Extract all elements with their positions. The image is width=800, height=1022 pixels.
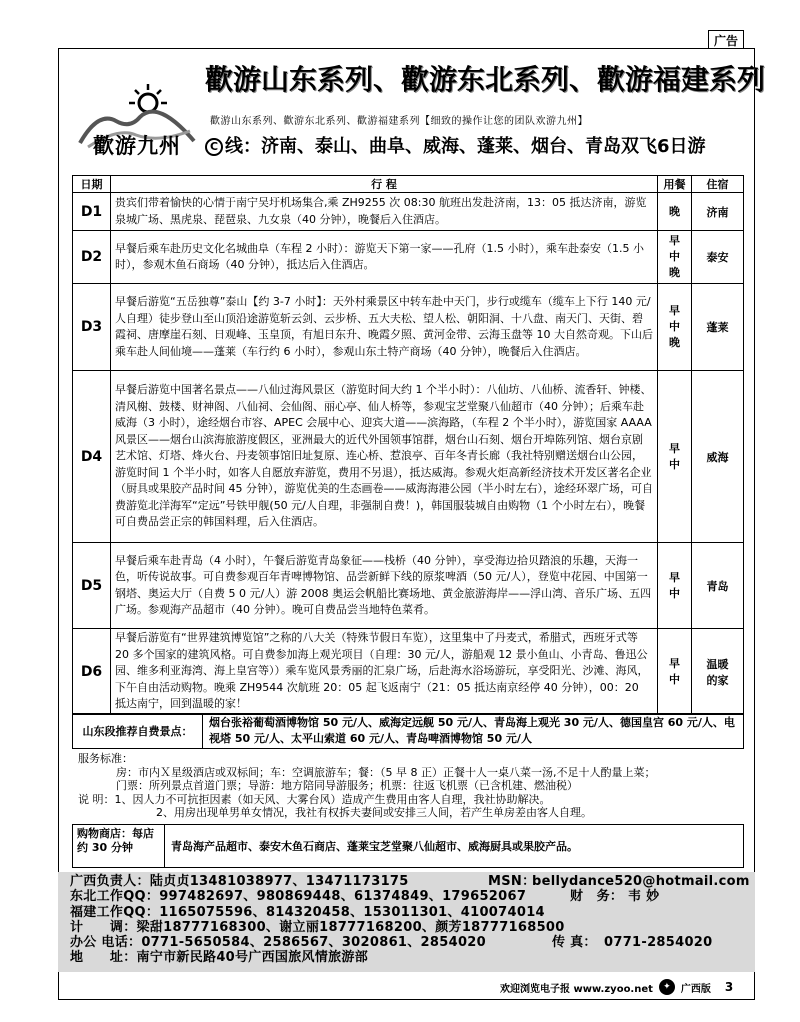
itinerary-cell: 早餐后游览有“世界建筑博览馆”之称的八大关（特殊节假日车览），这里集中了丹麦式，希腊式，西班牙式等 20 多个国家的建筑风格。可自费参加海上观光项目（自理：30 元/人，游船观 12 景小鱼山、小青岛、鲁迅公园、维多利亚海湾、海上皇宫等））乘车览风景秀丽的汇泉广场，后赴海水浴场游玩，享受阳光、沙滩、海风，下午自由活动购物。晚乘 ZH9544 次航班 20：05 起飞返南宁（21：05 抵达南京经停 40 分钟），00：20 抵达南宁，回到温暖的家！ [111,629,658,715]
page-subtitle: 歡游山东系列、歡游东北系列、歡游福建系列【细致的操作让您的团队欢游九州】 [210,116,588,127]
planner-label: 计 调： [70,919,137,935]
msn-label: MSN： [488,874,536,889]
service-line-4: 2、用房出现单男单女情况，我社有权拆夫妻间或安排三人间，若产生单房差由客人自理。 [156,806,592,819]
finance-label: 财 务： [570,889,624,905]
day-cell: D6 [73,629,111,715]
table-row [73,543,744,629]
header-meals: 用餐 [658,176,692,193]
meals-cell: 早 中 [658,629,692,715]
hotel-cell: 蓬莱 [692,284,744,371]
service-standards [72,752,744,822]
contact-row-planner [70,920,743,935]
newspaper-mark-icon: ✦ [659,979,675,995]
day-cell: D5 [73,543,111,629]
northeast-qq-value: 997482697、980869448、61374849、179652067 [159,889,527,905]
itinerary-cell: 贵宾们带着愉快的心情于南宁吴圩机场集合,乘 ZH9255 次 08:30 航班出发赴济南，13：05 抵达济南，游览泉城广场、黑虎泉、琵琶泉、九女泉（40 分钟），晚餐后入住酒店。 [111,193,658,231]
table-row [73,193,744,231]
table-row [73,284,744,371]
contact-row-phone [70,935,743,950]
hotel-cell: 威海 [692,371,744,543]
hotel-cell: 济南 [692,193,744,231]
phone-value: 0771-5650584、2586567、3020861、2854020 [141,935,486,951]
shopping-label: 购物商店：每店约 30 分钟 [73,825,165,867]
address-label: 地 址： [70,950,137,966]
fujian-qq-label: 福建工作QQ： [70,904,160,920]
itinerary-cell: 早餐后游览中国著名景点——八仙过海风景区（游览时间大约 1 个半小时）：八仙坊、八仙桥、流香轩、钟楼、清风榭、鼓楼、财神阁、八仙祠、会仙阁、丽心亭、仙人桥等，参观宝芝堂聚八仙超市（40 分钟）；后乘车赴威海（3 小时），途经烟台市容、APEC 会展中心、迎宾大道——滨海路，（车程 2 个半小时），游览国家 AAAA 风景区——烟台山滨海旅游度假区，亚洲最大的近代外国领事馆群，烟台山石刻、烟台开埠陈列馆、烟台京剧艺术馆、灯塔、烽火台、丹麦领事馆旧址复原、连心桥、惹浪亭、百年冬青长廊（我社特别赠送烟台山公园，游览时间 1 个半小时，如客人自愿放弃游览，费用不另退），抵达威海。参观火炬高新经济技术开发区著名企业（厨具或果胶产品时间 45 分钟），游览优美的生态画卷——威海海港公园（半小时左右），途经环翠广场，可自费游览北洋海军“定远”号铁甲舰(50 元/人自理，非强制自费！)，韩国服装城自由购物（1 个小时左右），晚餐可自费品尝正宗的韩国料理，后入住酒店。 [111,371,658,543]
table-header-row [73,176,744,193]
itinerary-cell: 早餐后乘车赴历史文化名城曲阜（车程 2 小时）：游览天下第一家——孔府（1.5 小时），乘车赴泰安（1.5 小时），参观木鱼石商场（40 分钟），抵达后入住酒店。 [111,231,658,284]
recommended-text: 烟台张裕葡萄酒博物馆 50 元/人、威海定远舰 50 元/人、青岛海上观光 30 元/人、德国皇宫 60 元/人、电视塔 50 元/人、太平山索道 60 元/人、青岛啤酒博物馆 50 元/人 [209,716,735,745]
day-cell: D3 [73,284,111,371]
address-value: 南宁市新民路40号广西国旅风情旅游部 [136,950,369,966]
meals-cell: 早 中 [658,543,692,629]
table-row [73,371,744,543]
service-line-1: 房：市内Ｘ星级酒店或双标间；车：空调旅游车；餐：（5 早 8 正）正餐十人一桌八菜一汤,不足十人酌量上菜； [116,765,656,779]
day-cell: D1 [73,193,111,231]
shopping-text: 青岛海产品超市、泰安木鱼石商店、蓬莱宝芝堂聚八仙超市、威海厨具或果胶产品。 [171,840,578,853]
recommended-extras [72,713,744,749]
itinerary-table [72,175,744,715]
day-cell: D4 [73,371,111,543]
hotel-cell: 泰安 [692,231,744,284]
manager-value: 陆贞贞13481038977、13471173175 [149,874,409,889]
itinerary-cell: 早餐后游览“五岳独尊”泰山【约 3-7 小时】：天外村乘景区中转车赴中天门，步行或缆车（缆车上下行 140 元/人自理）徒步登山至山顶沿途游览斩云剑、云步桥、五大夫松、望人松、朝阳洞、十八盘、南天门、天街、碧霞祠、唐摩崖石刻、日观峰、玉皇顶，有旭日东升、晚霞夕照、黄河金带、云海玉盘等 10 大自然奇观。下山后乘车赴人间仙境——蓬莱（车行约 6 小时），参观山东土特产商场（40 分钟），晚餐后入住酒店。 [111,284,658,371]
meals-cell: 晚 [658,193,692,231]
msn-value[interactable]: bellydance520@hotmail.com [532,874,750,889]
contact-row-manager [70,874,750,889]
meals-cell: 早 中 晚 [658,284,692,371]
route-line [205,132,745,158]
fujian-qq-value: 1165075596、814320458、153011301、410074014 [159,904,545,920]
page-number: 3 [724,980,734,994]
contact-row-address [70,950,743,965]
table-row [73,629,744,715]
northeast-qq-label: 东北工作QQ： [70,889,160,905]
meals-cell: 早 中 [658,371,692,543]
service-line-3: 说 明：1、因人力不可抗拒因素（如天风、大雾台风）造成产生费用由客人自理，我社协助解决。 [78,792,551,806]
header-day: 日期 [73,176,111,193]
footer-edition: 广西版 [680,983,711,995]
meals-cell: 早 中 晚 [658,231,692,284]
fax-value: 0771-2854020 [604,935,713,951]
hotel-cell: 青岛 [692,543,744,629]
contact-panel [58,872,755,972]
brand-logo-text: 歡游九州 [93,133,181,158]
header-hotel: 住宿 [692,176,744,193]
ad-tag: 广告 [708,30,744,51]
fax-label: 传 真： [552,935,597,951]
service-line-2: 门票：所列景点首道门票；导游：地方陪同导游服务；机票：往返飞机票（已含机建、燃油税） [116,779,578,792]
contact-row-fujian [70,905,743,920]
itinerary-cell: 早餐后乘车赴青岛（4 小时），午餐后游览青岛象征——栈桥（40 分钟），享受海边拾贝踏浪的乐趣，天海一色，听传说故事。可自费参观百年青啤博物馆、品尝新鲜下线的原浆啤酒（50 元/人），登览中花园、中国第一钢塔、奥运大厅（自费 5 0 元/人）游 2008 奥运会帆船比赛场地、黄金旅游海岸——浮山湾、音乐广场、五四广场。参观海产品超市（40 分钟）。晚可自费品尝当地特色菜肴。 [111,543,658,629]
phone-label: 办公 电话： [70,935,142,951]
hotel-cell: 温暖 的家 [692,629,744,715]
page-footer [500,978,750,996]
footer-site: 欢迎浏览电子报 www.zyoo.net [500,983,653,995]
header-itinerary: 行 程 [111,176,658,193]
service-heading: 服务标准： [78,752,133,765]
route-badge: C [205,138,223,156]
finance-value: 韦 妙 [628,889,660,905]
route-text: 线：济南、泰山、曲阜、威海、蓬莱、烟台、青岛双飞6日游 [225,136,706,157]
planner-value: 梁甜18777168300、谢立丽18777168200、颜芳18777168500 [136,919,565,935]
page-title: 歡游山东系列、歡游东北系列、歡游福建系列 [205,63,766,96]
contact-row-northeast [70,889,743,904]
recommended-label: 山东段推荐自费景点： [73,714,203,748]
table-row [73,231,744,284]
shopping-stores [72,824,744,868]
day-cell: D2 [73,231,111,284]
manager-label: 广西负责人： [70,874,150,889]
